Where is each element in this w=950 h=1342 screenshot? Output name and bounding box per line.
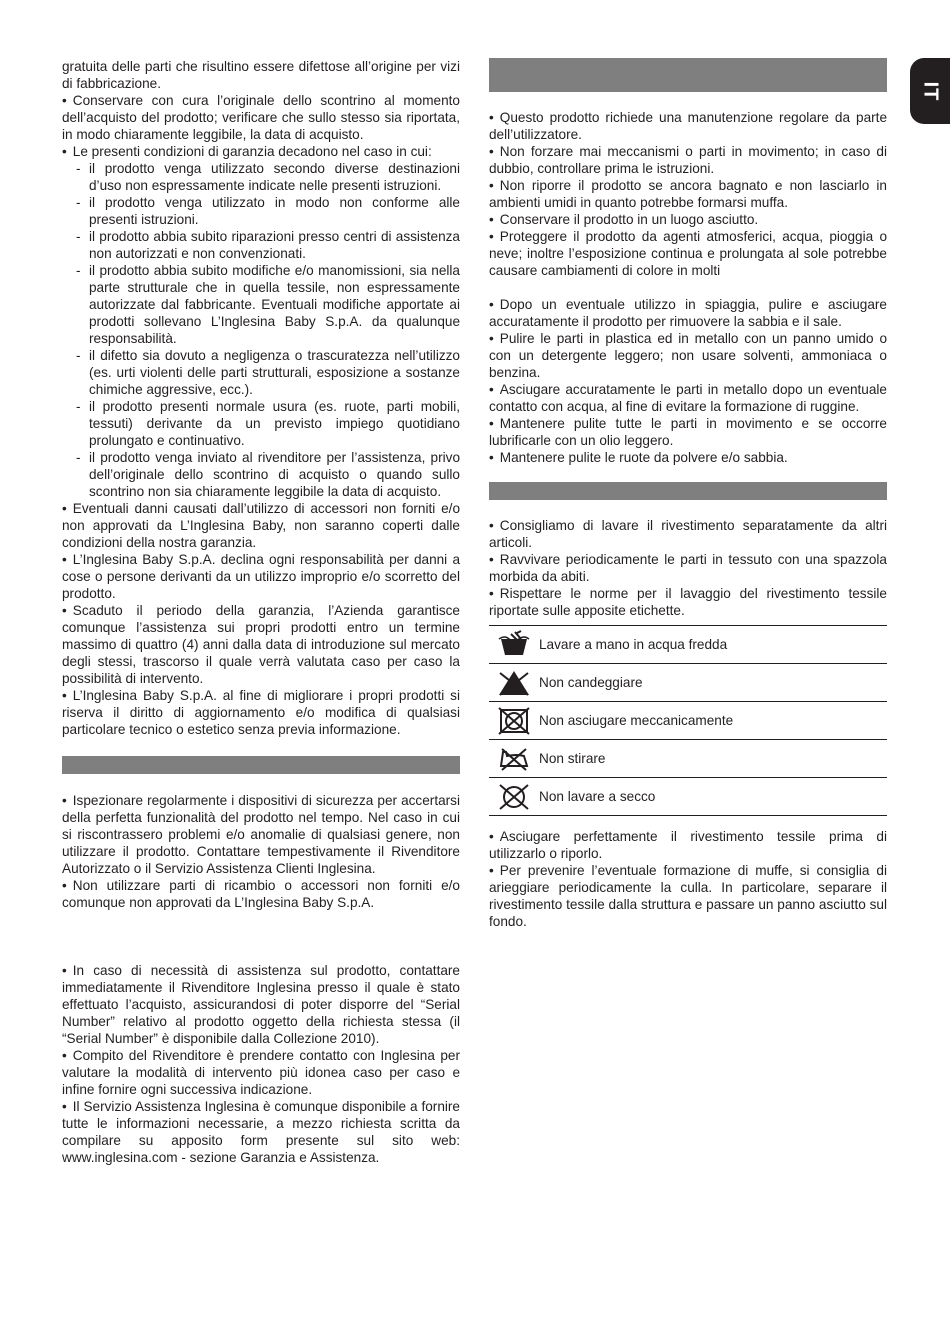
- bullet-item: • Rispettare le norme per il lavaggio del rivestimento tessile riportate sulle apposite etichette.: [489, 585, 887, 619]
- care-label: Non asciugare meccanicamente: [539, 713, 734, 728]
- bullet-item: • Asciugare accuratamente le parti in metallo dopo un eventuale contatto con acqua, al fine di evitare la formazione di ruggine.: [489, 381, 887, 415]
- language-code: IT: [919, 81, 942, 101]
- maintenance-section: [489, 109, 887, 279]
- bullet-item: • Mantenere pulite le ruote da polvere e/o sabbia.: [489, 449, 887, 466]
- no-tumble-dry-icon: [489, 702, 539, 740]
- bullet-item: • Mantenere pulite tutte le parti in movimento e se occorre lubrificarle con un olio leggero.: [489, 415, 887, 449]
- sub-item: - il prodotto abbia subito modifiche e/o manomissioni, sia nella parte strutturale che in quella tessile, non espressamente autorizzate dal fabbricante. Eventuali modifiche apportate ai prodotti sollevano L’Inglesina Baby S.p.A. da qualunque responsabilità.: [62, 262, 460, 347]
- sub-item: - il prodotto venga utilizzato in modo non conforme alle presenti istruzioni.: [62, 194, 460, 228]
- assistance-section: [62, 962, 460, 1166]
- care-label: Non lavare a secco: [539, 789, 656, 804]
- bullet-item: • Asciugare perfettamente il rivestimento tessile prima di utilizzarlo o riporlo.: [489, 828, 887, 862]
- no-iron-icon: [489, 740, 539, 778]
- bullet-item: • Dopo un eventuale utilizzo in spiaggia, pulire e asciugare accuratamente il prodotto per rimuovere la sabbia e il sale.: [489, 296, 887, 330]
- care-label: Non candeggiare: [539, 675, 643, 690]
- language-tab: [910, 58, 950, 124]
- maintenance-section-continued: [489, 296, 887, 466]
- right-column: [489, 58, 887, 930]
- bullet-item: • Proteggere il prodotto da agenti atmosferici, acqua, pioggia o neve; inoltre l’esposizione continua e prolungata al sole potrebbe causare cambiamenti di colore in molti: [489, 228, 887, 279]
- left-column: [62, 58, 460, 1166]
- care-label: Lavare a mano in acqua fredda: [539, 637, 728, 652]
- no-bleach-icon: [489, 664, 539, 702]
- bullet-item: • L’Inglesina Baby S.p.A. declina ogni responsabilità per danni a cose o persone derivanti da un utilizzo improprio e/o scorretto del prodotto.: [62, 551, 460, 602]
- bullet-item: • Pulire le parti in plastica ed in metallo con un panno umido o con un detergente leggero; non usare solventi, ammoniaca o benzina.: [489, 330, 887, 381]
- textile-section: [489, 517, 887, 619]
- bullet-item: • Ispezionare regolarmente i dispositivi di sicurezza per accertarsi della perfetta funzionalità del prodotto nel tempo. Nel caso in cui si riscontrassero problemi e/o anomalie di qualsiasi genere, non utilizzare il prodotto. Contattare tempestivamente il Rivenditore Autorizzato o il Servizio Assistenza Clienti Inglesina.: [62, 792, 460, 877]
- bullet-item: • In caso di necessità di assistenza sul prodotto, contattare immediatamente il Rivenditore Inglesina presso il quale è stato effettuato l’acquisto, assicurandosi di poter disporre del “Serial Number” relativo al prodotto oggetto della richiesta stessa (il “Serial Number” è disponibile dalla Collezione 2010).: [62, 962, 460, 1047]
- bullet-item: • Il Servizio Assistenza Inglesina è comunque disponibile a fornire tutte le informazioni necessarie, a mezzo richiesta scritta da compilare su apposito form presente sul sito web: www.inglesina.com - sezione Garanzia e Assistenza.: [62, 1098, 460, 1166]
- care-row: [489, 778, 887, 816]
- care-row: [489, 740, 887, 778]
- bullet-item: • Ravvivare periodicamente le parti in tessuto con una spazzola morbida da abiti.: [489, 551, 887, 585]
- care-row: [489, 664, 887, 702]
- bullet-item: • Questo prodotto richiede una manutenzione regolare da parte dell’utilizzatore.: [489, 109, 887, 143]
- care-row: [489, 702, 887, 740]
- bullet-item: • Non forzare mai meccanismi o parti in movimento; in caso di dubbio, controllare prima le istruzioni.: [489, 143, 887, 177]
- bullet-item: • Non utilizzare parti di ricambio o accessori non forniti e/o comunque non approvati da L’Inglesina Baby S.p.A.: [62, 877, 460, 911]
- textile-section-continued: [489, 828, 887, 930]
- care-row: [489, 626, 887, 664]
- section-header-bar-safety: [62, 756, 460, 774]
- sub-item: - il prodotto presenti normale usura (es. ruote, parti mobili, tessuti) derivante da un previsto impiego quotidiano prolungato e continuativo.: [62, 398, 460, 449]
- sub-item: - il prodotto abbia subito riparazioni presso centri di assistenza non autorizzati e non convenzionati.: [62, 228, 460, 262]
- bullet-item: • Consigliamo di lavare il rivestimento separatamente da altri articoli.: [489, 517, 887, 551]
- section-header-bar-textile: [489, 482, 887, 500]
- care-symbols-table: [489, 625, 887, 816]
- bullet-item: • Per prevenire l’eventuale formazione di muffe, si consiglia di arieggiare periodicamente la culla. In particolare, separare il rivestimento tessile dalla struttura e passare un panno asciutto sul fondo.: [489, 862, 887, 930]
- bullet-item: • Conservare con cura l’originale dello scontrino al momento dell’acquisto del prodotto; verificare che sullo stesso sia riportata, in modo chiaramente leggibile, la data di acquisto.: [62, 92, 460, 143]
- hand-wash-icon: [489, 626, 539, 664]
- sub-item: - il prodotto venga inviato al rivenditore per l’assistenza, privo dell’originale dello scontrino di acquisto o quando sullo scontrino non sia chiaramente leggibile la data di acquisto.: [62, 449, 460, 500]
- safety-section: [62, 792, 460, 911]
- bullet-item: • Compito del Rivenditore è prendere contatto con Inglesina per valutare la modalità di intervento più idonea caso per caso e infine fornire ogni successiva indicazione.: [62, 1047, 460, 1098]
- no-dry-clean-icon: [489, 778, 539, 816]
- sub-item: - il difetto sia dovuto a negligenza o trascuratezza nell’utilizzo (es. urti violenti delle parti strutturali, esposizione a sostanze chimiche aggressive, ecc.).: [62, 347, 460, 398]
- bullet-item: • L’Inglesina Baby S.p.A. al fine di migliorare i propri prodotti si riserva il diritto di aggiornamento e/o modifica di qualsiasi particolare tecnico o estetico senza previa informazione.: [62, 687, 460, 738]
- care-label: Non stirare: [539, 751, 606, 766]
- bullet-item: • Non riporre il prodotto se ancora bagnato e non lasciarlo in ambienti umidi in quanto potrebbe formarsi muffa.: [489, 177, 887, 211]
- paragraph: gratuita delle parti che risultino essere difettose all’origine per vizi di fabbricazione.: [62, 59, 460, 91]
- bullet-item: • Le presenti condizioni di garanzia decadono nel caso in cui:: [62, 143, 460, 160]
- sub-item: - il prodotto venga utilizzato secondo diverse destinazioni d’uso non espressamente indicate nelle presenti istruzioni.: [62, 160, 460, 194]
- bullet-item: • Scaduto il periodo della garanzia, l’Azienda garantisce comunque l’assistenza sui propri prodotti entro un termine massimo di quattro (4) anni dalla data di introduzione sul mercato degli stessi, trascorso il quale verrà valutata caso per caso la possibilità di intervento.: [62, 602, 460, 687]
- bullet-item: • Eventuali danni causati dall’utilizzo di accessori non forniti e/o non approvati da L’Inglesina Baby, non saranno coperti dalle condizioni della nostra garanzia.: [62, 500, 460, 551]
- warranty-continuation: [62, 58, 460, 738]
- bullet-item: • Conservare il prodotto in un luogo asciutto.: [489, 211, 887, 228]
- section-header-bar-maintenance: [489, 58, 887, 92]
